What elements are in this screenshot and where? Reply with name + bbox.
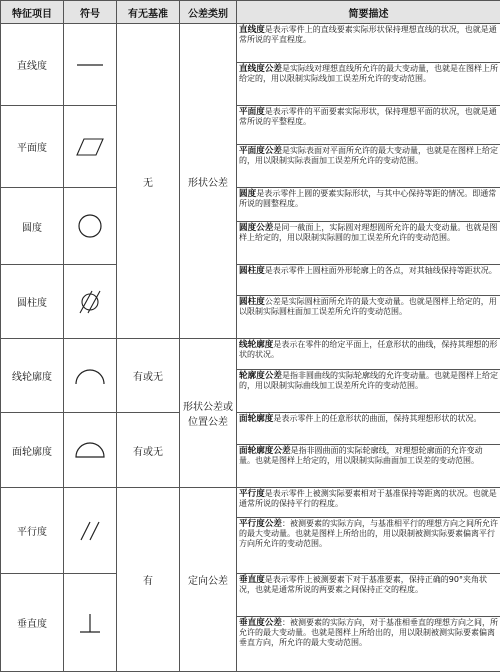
parallelism-icon bbox=[77, 519, 103, 543]
description-cell: 直线度公差是实际线对理想直线所允许的最大变动量，也就是在图样上所给定的，用以限制实际线加工误差所允许的变动范围。 bbox=[237, 63, 500, 106]
flatness-icon bbox=[75, 136, 105, 158]
cylindricity-icon bbox=[75, 288, 105, 316]
datum-cell: 无 bbox=[117, 24, 180, 339]
description-cell: 面轮廓度是表示零件上的任意形状的曲面，保持其理想形状的状况。 bbox=[237, 413, 500, 445]
description-cell: 垂直度是表示零件上被测要素下对于基准要素，保持正确的90°夹角状况，也就是通常所说的两要素之间保持正交的程度。 bbox=[237, 574, 500, 617]
description-cell: 圆柱度是表示零件上圆柱面外形轮廓上的各点，对其轴线保持等距状况。 bbox=[237, 265, 500, 296]
table-row bbox=[1, 488, 500, 518]
header-datum: 有无基准 bbox=[117, 1, 180, 24]
table-row bbox=[1, 413, 500, 445]
feature-cell: 平行度 bbox=[1, 488, 64, 574]
datum-cell: 有或无 bbox=[117, 413, 180, 488]
description-cell: 轮廓度公差是指非圆曲线的实际轮廓线的允许变动量。也就是图样上给定的，用以限制实际曲线加工误差所允许的变动范围。 bbox=[237, 370, 500, 413]
feature-cell: 圆度 bbox=[1, 188, 64, 265]
circularity-icon bbox=[76, 212, 104, 240]
symbol-cell bbox=[64, 265, 117, 339]
datum-cell: 有或无 bbox=[117, 339, 180, 413]
table-row bbox=[1, 188, 500, 222]
description-cell: 圆柱度公差是实际圆柱面所允许的最大变动量。也就是图样上给定的，用以限制实际圆柱面加工误差所允许的变动范围。 bbox=[237, 296, 500, 339]
description-cell: 直线度是表示零件上的直线要素实际形状保持理想直线的状况，也就是通常所说的平直程度。 bbox=[237, 24, 500, 63]
description-cell: 面轮廓度公差是指非圆曲面的实际轮廓线，对理想轮廓面的允许变动量。也就是图样上给定的，用以限制实际曲面加工误差的变动范围。 bbox=[237, 445, 500, 488]
category-cell: 形状公差 bbox=[180, 24, 237, 339]
description-cell: 平面度公差是实际表面对平面所允许的最大变动量，也就是在图样上给定的，用以限制实际表面加工误差所允许的变动范围。 bbox=[237, 145, 500, 188]
line-profile-icon bbox=[73, 366, 107, 386]
description-cell: 平行度是表示零件上被测实际要素相对于基准保持等距离的状况。也就是通常所说的保持平行的程度。 bbox=[237, 488, 500, 518]
feature-cell: 面轮廓度 bbox=[1, 413, 64, 488]
description-cell: 圆度是表示零件上圆的要素实际形状，与其中心保持等距的情况。即通常所说的圆整程度。 bbox=[237, 188, 500, 222]
symbol-cell bbox=[64, 574, 117, 672]
symbol-cell bbox=[64, 488, 117, 574]
header-feature: 特征项目 bbox=[1, 1, 64, 24]
symbol-cell bbox=[64, 413, 117, 488]
description-cell: 垂直度公差：被测要素的实际方向，对于基准相垂直的理想方向之间，所允许的最大变动量。也就是图样上所给出的，用以限制被测实际要素偏离垂直方向，所允许的最大变动范围。 bbox=[237, 617, 500, 672]
description-cell: 线轮廓度是表示在零件的给定平面上，任意形状的曲线，保持其理想的形状的状况。 bbox=[237, 339, 500, 370]
surface-profile-icon bbox=[73, 440, 107, 460]
description-cell: 圆度公差是同一截面上，实际圆对理想圆所允许的最大变动量。也就是图样上给定的，用以限制实际圆的加工误差所允许的变动范围。 bbox=[237, 222, 500, 265]
header-category: 公差类别 bbox=[180, 1, 237, 24]
datum-cell: 有 bbox=[117, 488, 180, 672]
category-cell: 形状公差或位置公差 bbox=[180, 339, 237, 488]
table-row bbox=[1, 265, 500, 296]
feature-cell: 圆柱度 bbox=[1, 265, 64, 339]
description-cell: 平行度公差：被测要素的实际方向，与基准相平行的理想方向之间所允许的最大变动量。也就是图样上所给出的，用以限制被测实际要素偏离平行方向所允许的变动范围。 bbox=[237, 518, 500, 574]
header-symbol: 符号 bbox=[64, 1, 117, 24]
table-row bbox=[1, 574, 500, 617]
straightness-icon bbox=[75, 60, 105, 70]
symbol-cell bbox=[64, 24, 117, 106]
symbol-cell bbox=[64, 106, 117, 188]
perpendicularity-icon bbox=[77, 611, 103, 635]
feature-cell: 垂直度 bbox=[1, 574, 64, 672]
feature-cell: 平面度 bbox=[1, 106, 64, 188]
table-row bbox=[1, 24, 500, 63]
table-row bbox=[1, 106, 500, 145]
symbol-cell bbox=[64, 188, 117, 265]
feature-cell: 线轮廓度 bbox=[1, 339, 64, 413]
symbol-cell bbox=[64, 339, 117, 413]
description-cell: 平面度是表示零件的平面要素实际形状，保持理想平面的状况，也就是通常所说的平整程度。 bbox=[237, 106, 500, 145]
category-cell: 定向公差 bbox=[180, 488, 237, 672]
header-row bbox=[1, 1, 500, 24]
table-row bbox=[1, 339, 500, 370]
header-description: 简要描述 bbox=[237, 1, 500, 24]
feature-cell: 直线度 bbox=[1, 24, 64, 106]
